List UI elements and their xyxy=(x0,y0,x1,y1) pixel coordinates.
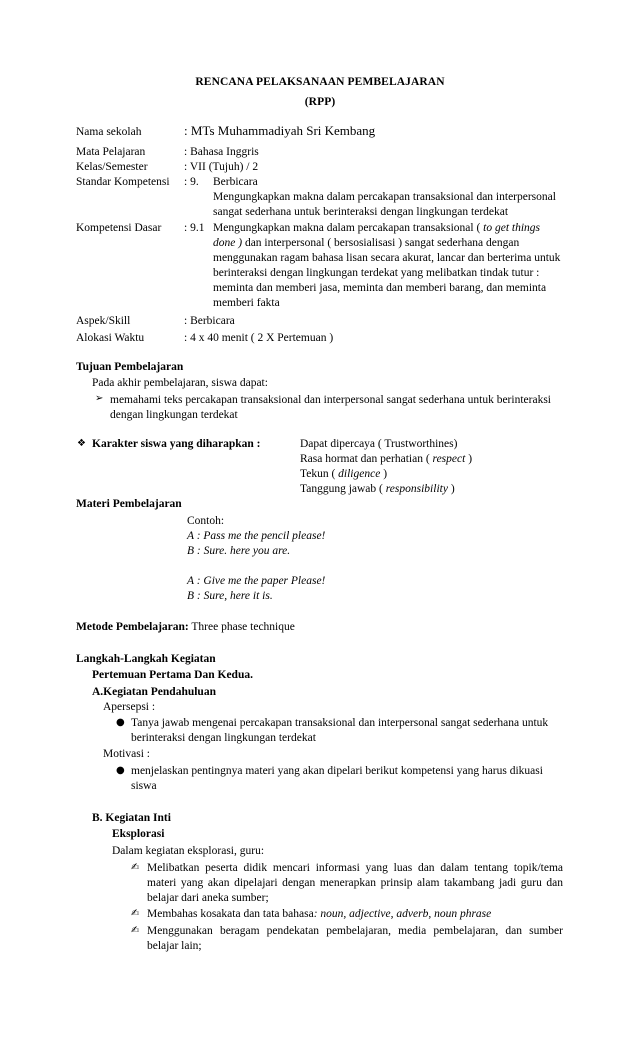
basic-competence-line: berinteraksi dengan lingkungan terdekat yang melibatkan tindak tutur : xyxy=(213,267,540,279)
motivasi-item-line: siswa xyxy=(131,780,157,792)
intro-activity-heading: A.Kegiatan Pendahuluan xyxy=(92,686,216,698)
arrow-bullet-icon: ➢ xyxy=(95,393,104,404)
example-label: Contoh: xyxy=(187,515,225,527)
school-label: Nama sekolah xyxy=(76,126,142,138)
exploration-item-line: Membahas kosakata dan tata bahasa: noun, adjective, adverb, noun phrase xyxy=(147,908,492,920)
standard-number: : 9. xyxy=(184,176,199,188)
exploration-intro: Dalam kegiatan eksplorasi, guru: xyxy=(112,845,265,857)
document-subtitle: (RPP) xyxy=(304,96,336,108)
objectives-heading: Tujuan Pembelajaran xyxy=(76,361,184,373)
method-line: Metode Pembelajaran: Three phase technique xyxy=(76,621,295,633)
grade-value: : VII (Tujuh) / 2 xyxy=(184,161,259,173)
exploration-item-line: belajar dari aneka sumber; xyxy=(147,892,269,904)
subject-label: Mata Pelajaran xyxy=(76,146,146,158)
objective-item-line: dengan lingkungan terdekat xyxy=(110,409,238,421)
exploration-item-line: Melibatkan peserta didik mencari informasi yang luas dan dalam tentang topik/tema xyxy=(147,862,563,874)
apersepsi-item-line: Tanya jawab mengenai percakapan transaksional dan interpersonal sangat sederhana untuk xyxy=(131,717,549,729)
basic-competence-line: memberi fakta xyxy=(213,297,280,309)
dot-bullet-icon: ● xyxy=(116,765,125,776)
basic-competence-line: Mengungkapkan makna dalam percakapan transaksional ( to get things xyxy=(213,222,541,234)
basic-competence-line: meminta dan memberi jasa, meminta dan memberi barang, dan meminta xyxy=(213,282,547,294)
checkmark-bullet-icon: ✍ xyxy=(131,908,140,919)
dialogue-line: A : Give me the paper Please! xyxy=(187,575,326,587)
materials-heading: Materi Pembelajaran xyxy=(76,498,182,510)
time-label: Alokasi Waktu xyxy=(76,332,145,344)
character-trait: Tekun ( diligence ) xyxy=(300,468,388,480)
basic-competence-number: : 9.1 xyxy=(184,222,205,234)
meeting-heading: Pertemuan Pertama Dan Kedua. xyxy=(92,669,253,681)
diamond-bullet-icon: ❖ xyxy=(77,438,86,449)
apersepsi-item-line: berinteraksi dengan lingkungan terdekat xyxy=(131,732,316,744)
basic-competence-line: done ) dan interpersonal ( bersosialisasi ) sangat sederhana dengan xyxy=(213,237,520,249)
dot-bullet-icon: ● xyxy=(116,717,125,728)
dialogue-line: B : Sure. here you are. xyxy=(187,545,291,557)
time-value: : 4 x 40 menit ( 2 X Pertemuan ) xyxy=(184,332,334,344)
dialogue-line: A : Pass me the pencil please! xyxy=(187,530,326,542)
motivasi-item-line: menjelaskan pentingnya materi yang akan dipelari berikut kompetensi yang harus dikuasi xyxy=(131,765,543,777)
character-trait: Rasa hormat dan perhatian ( respect ) xyxy=(300,453,473,465)
exploration-item-line: Menggunakan beragam pendekatan pembelajaran, media pembelajaran, dan sumber xyxy=(147,925,563,937)
checkmark-bullet-icon: ✍ xyxy=(131,862,140,873)
character-trait: Dapat dipercaya ( Trustworthines) xyxy=(300,438,458,450)
standard-label: Standar Kompetensi xyxy=(76,176,170,188)
objectives-intro: Pada akhir pembelajaran, siswa dapat: xyxy=(92,377,268,389)
apersepsi-label: Apersepsi : xyxy=(103,701,156,713)
exploration-item-line: materi yang akan dipelajari dengan menerapkan prinsip alam takambang jadi guru dan xyxy=(147,877,563,889)
dialogue-line: B : Sure, here it is. xyxy=(187,590,273,602)
basic-competence-label: Kompetensi Dasar xyxy=(76,222,162,234)
grade-label: Kelas/Semester xyxy=(76,161,148,173)
checkmark-bullet-icon: ✍ xyxy=(131,925,140,936)
steps-heading: Langkah-Langkah Kegiatan xyxy=(76,653,216,665)
subject-value: : Bahasa Inggris xyxy=(184,146,259,158)
basic-competence-line: menggunakan ragam bahasa lisan secara akurat, lancar dan berterima untuk xyxy=(213,252,561,264)
objective-item-line: memahami teks percakapan transaksional dan interpersonal sangat sederhana untuk berinteraksi xyxy=(110,394,551,406)
core-activity-heading: B. Kegiatan Inti xyxy=(92,812,171,824)
skill-value: : Berbicara xyxy=(184,315,235,327)
character-heading: Karakter siswa yang diharapkan : xyxy=(92,438,261,450)
character-trait: Tanggung jawab ( responsibility ) xyxy=(300,483,455,495)
exploration-item-line: belajar lain; xyxy=(147,940,202,952)
document-title: RENCANA PELAKSANAAN PEMBELAJARAN xyxy=(195,76,445,88)
exploration-heading: Eksplorasi xyxy=(112,828,165,840)
standard-desc-line: Mengungkapkan makna dalam percakapan transaksional dan interpersonal xyxy=(213,191,556,203)
motivasi-label: Motivasi : xyxy=(103,748,150,760)
school-value: : MTs Muhammadiyah Sri Kembang xyxy=(184,123,376,138)
skill-label: Aspek/Skill xyxy=(76,315,131,327)
standard-title: Berbicara xyxy=(213,176,258,188)
standard-desc-line: sangat sederhana untuk berinteraksi dengan lingkungan terdekat xyxy=(213,206,509,218)
